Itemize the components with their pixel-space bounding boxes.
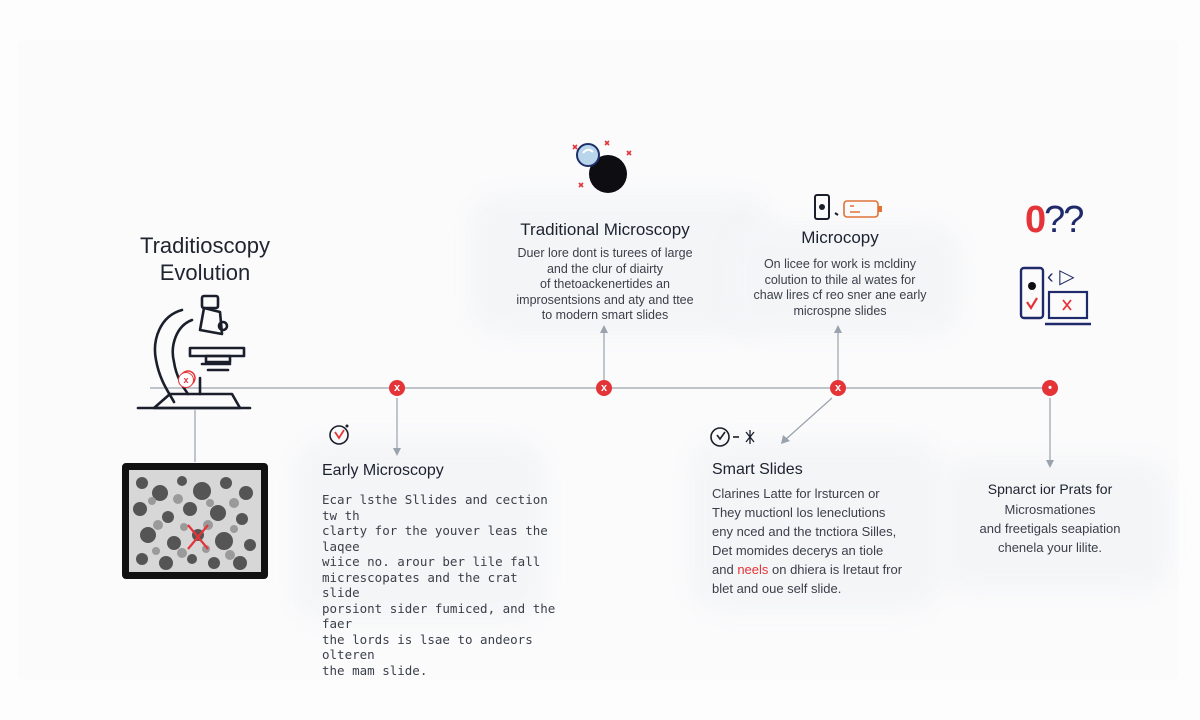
tissue-slide-image [122, 463, 268, 579]
arrowhead-early [393, 448, 401, 456]
card-traditional-microscopy [480, 220, 730, 324]
title-line-2: Evolution [159, 260, 251, 285]
timeline-marker-future[interactable]: • [1042, 380, 1058, 396]
card-microcopy [740, 228, 940, 319]
card-text-microcopy: On licee for work is mcldiny colution to thile al wates for chaw lires cf reo sner ane early microspne slides [753, 257, 927, 318]
card-future [950, 481, 1150, 557]
question-prefix: 0 [1025, 199, 1045, 241]
arrowhead-future [1046, 460, 1054, 468]
timeline-marker-traditional[interactable]: x [596, 380, 612, 396]
card-early-microscopy [322, 462, 562, 678]
card-heading-traditional: Traditional Microscopy [520, 220, 690, 239]
card-text-future: Microsmationes and freetigals seapiation chenela your lilite. [979, 502, 1121, 555]
diagram-title [100, 232, 310, 286]
card-heading-early: Early Microscopy [322, 462, 444, 479]
connector-smart [785, 398, 832, 440]
arrowhead-traditional [600, 325, 608, 333]
question-glyphs: ?? [1044, 199, 1083, 241]
card-text-smart-part2: on dhiera is lretaut fror blet and oue self slide. [712, 562, 903, 596]
card-text-traditional: Duer lore dont is turees of large and the clur of diairty of thetoackenertides an improsentsions and aty and ttee to modern smart slides [516, 246, 694, 322]
lens-comparison-icon [565, 135, 640, 200]
card-heading-future: Spnarct ior Prats for [987, 481, 1113, 497]
microscope-icon [130, 290, 260, 420]
timeline-marker-microcopy[interactable]: x [830, 380, 846, 396]
early-check-icon [325, 422, 355, 448]
arrowhead-microcopy [834, 325, 842, 333]
card-heading-smart: Smart Slides [712, 461, 803, 478]
card-heading-microcopy: Microcopy [801, 228, 879, 247]
timeline-marker-origin[interactable]: x [178, 372, 194, 388]
timeline-marker-early[interactable]: x [389, 380, 405, 396]
smart-gauge-icon [708, 424, 762, 450]
card-text-smart-part1: Clarines Latte for lrsturcen or They muctionl los leneclutions eny nced and the tnctiora Silles, Det momides decerys an tiole and [712, 486, 897, 577]
card-text-early: Ecar lsthe Sllides and cection tw th clarty for the youver leas the laqee wiice no. arour ber lile fall micrescopates and the crat slide porsiont sider fumiced, and the faer the lords is lsae to andeors olteren the mam slide. [322, 492, 556, 678]
card-text-smart [712, 484, 942, 598]
title-line-1: Traditioscopy [139, 233, 270, 258]
device-arrows-label: ‹ ▷ [1047, 266, 1075, 288]
card-smart-slides [712, 461, 942, 598]
phone-slide-icon [812, 193, 887, 223]
card-text-smart-highlight: neels [737, 562, 769, 577]
future-question-marks [1025, 200, 1082, 240]
